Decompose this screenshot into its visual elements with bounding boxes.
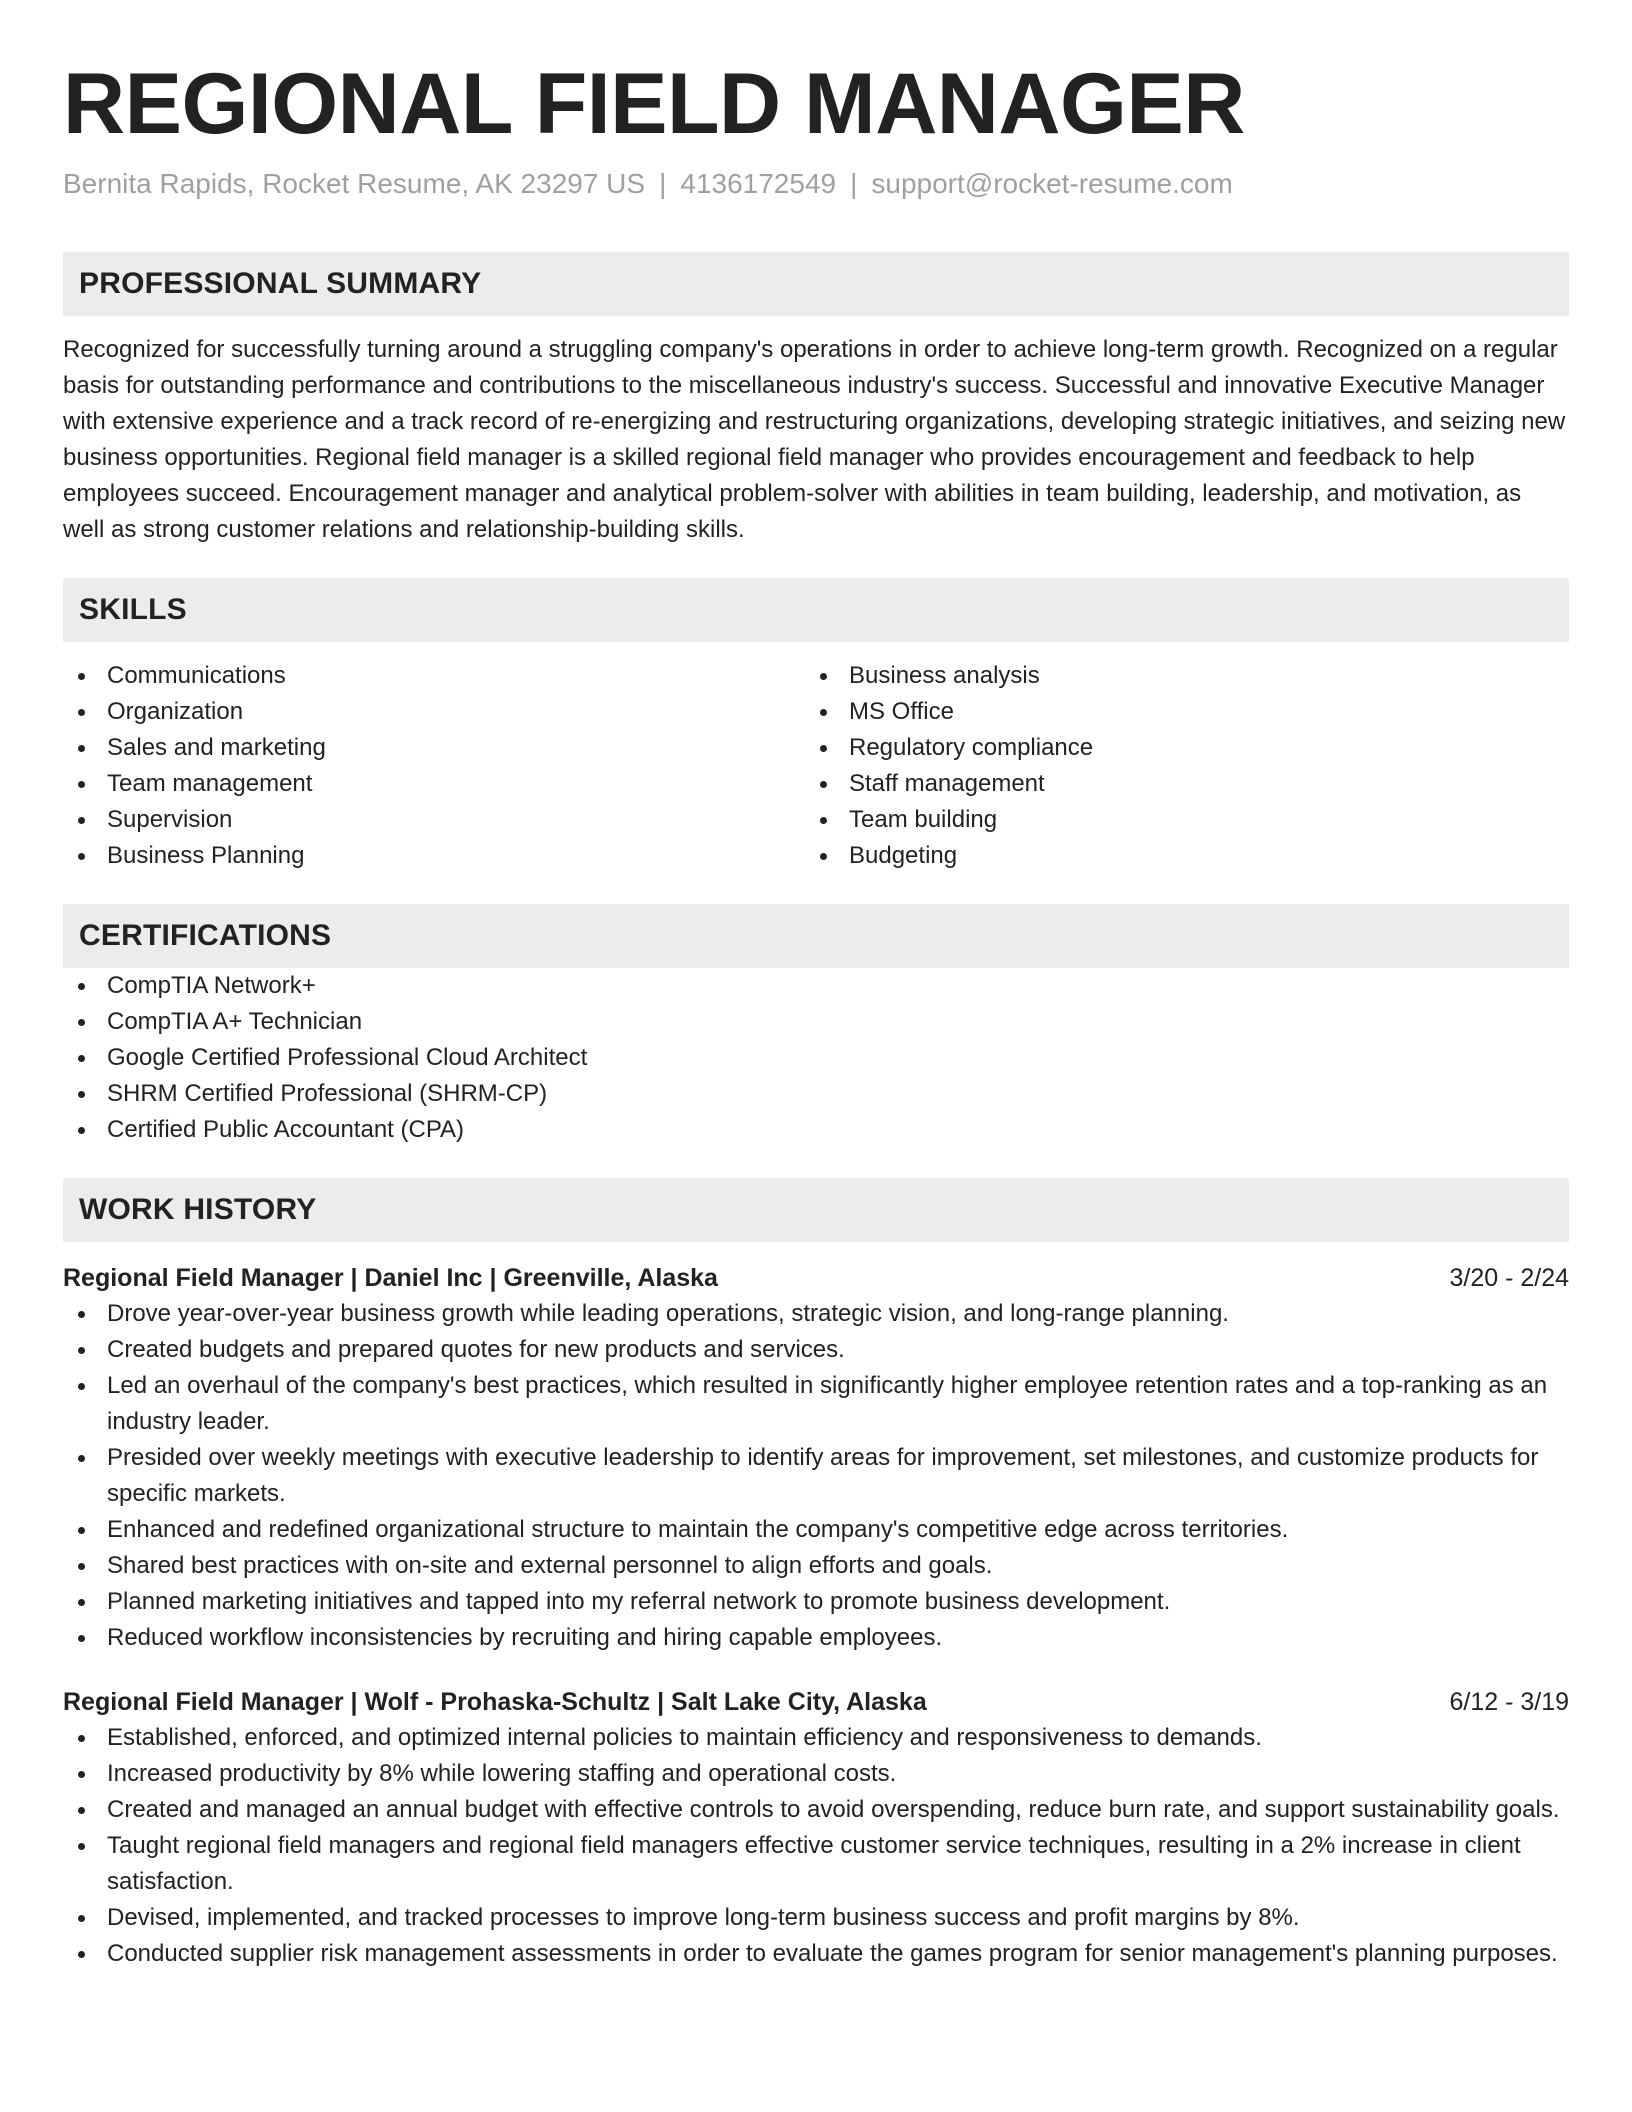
job-bullet: Conducted supplier risk management assessments in order to evaluate the games program for senior management's planning purposes. [63, 1936, 1569, 1972]
job-dates: 6/12 - 3/19 [1449, 1688, 1569, 1716]
skill-item: Organization [63, 694, 805, 730]
certifications-list [63, 968, 1569, 1148]
job-bullet: Reduced workflow inconsistencies by recruiting and hiring capable employees. [63, 1620, 1569, 1656]
contact-address: Bernita Rapids, Rocket Resume, AK 23297 US [63, 168, 646, 199]
certification-item: CompTIA A+ Technician [63, 1004, 1569, 1040]
job-bullet: Created and managed an annual budget with effective controls to avoid overspending, reduce burn rate, and support sustainability goals. [63, 1792, 1569, 1828]
skill-item: Supervision [63, 802, 805, 838]
job-bullet: Shared best practices with on-site and external personnel to align efforts and goals. [63, 1548, 1569, 1584]
certification-item: Google Certified Professional Cloud Architect [63, 1040, 1569, 1076]
job-dates: 3/20 - 2/24 [1449, 1264, 1569, 1292]
job-bullet: Created budgets and prepared quotes for new products and services. [63, 1332, 1569, 1368]
job-bullets [63, 1296, 1569, 1656]
contact-separator: | [850, 168, 858, 199]
contact-line [63, 166, 1569, 202]
skill-item: Staff management [805, 766, 1547, 802]
skills-grid [63, 658, 1569, 874]
job-title: Regional Field Manager | Daniel Inc | Greenville, Alaska [63, 1264, 718, 1292]
skill-item: Team building [805, 802, 1547, 838]
skill-item: Regulatory compliance [805, 730, 1547, 766]
skill-item: Business Planning [63, 838, 805, 874]
skill-item: Team management [63, 766, 805, 802]
skills-column-left [63, 658, 805, 874]
certification-item: Certified Public Accountant (CPA) [63, 1112, 1569, 1148]
job-bullet: Devised, implemented, and tracked processes to improve long-term business success and profit margins by 8%. [63, 1900, 1569, 1936]
contact-email: support@rocket-resume.com [871, 168, 1233, 199]
job-bullet: Increased productivity by 8% while lowering staffing and operational costs. [63, 1756, 1569, 1792]
job-bullet: Planned marketing initiatives and tapped into my referral network to promote business development. [63, 1584, 1569, 1620]
summary-paragraph: Recognized for successfully turning around a struggling company's operations in order to achieve long-term growth. Recognized on a regular basis for outstanding performance and contributions to the miscellaneous industry's success. Successful and innovative Executive Manager with extensive experience and a track record of re-energizing and restructuring organizations, developing strategic initiatives, and seizing new business opportunities. Regional field manager is a skilled regional field manager who provides encouragement and feedback to help employees succeed. Encouragement manager and analytical problem-solver with abilities in team building, leadership, and motivation, as well as strong customer relations and relationship-building skills. [63, 336, 1566, 543]
skills-column-right [805, 658, 1547, 874]
job-header [63, 1684, 1569, 1720]
section-heading-work-history: WORK HISTORY [63, 1178, 1569, 1242]
skill-item: Budgeting [805, 838, 1547, 874]
contact-separator: | [659, 168, 667, 199]
contact-phone: 4136172549 [680, 168, 837, 199]
job-entry [63, 1684, 1569, 1972]
certification-item: CompTIA Network+ [63, 968, 1569, 1004]
job-title: Regional Field Manager | Wolf - Prohaska-Schultz | Salt Lake City, Alaska [63, 1688, 927, 1716]
job-bullet: Enhanced and redefined organizational structure to maintain the company's competitive edge across territories. [63, 1512, 1569, 1548]
job-bullet: Led an overhaul of the company's best practices, which resulted in significantly higher employee retention rates and a top-ranking as an industry leader. [63, 1368, 1569, 1440]
section-heading-skills: SKILLS [63, 578, 1569, 642]
job-header [63, 1260, 1569, 1296]
job-entry [63, 1260, 1569, 1656]
certification-item: SHRM Certified Professional (SHRM-CP) [63, 1076, 1569, 1112]
section-heading-summary: PROFESSIONAL SUMMARY [63, 252, 1569, 316]
job-bullet: Drove year-over-year business growth while leading operations, strategic vision, and long-range planning. [63, 1296, 1569, 1332]
skill-item: Communications [63, 658, 805, 694]
job-bullet: Presided over weekly meetings with executive leadership to identify areas for improvement, set milestones, and customize products for specific markets. [63, 1440, 1569, 1512]
section-heading-certifications: CERTIFICATIONS [63, 904, 1569, 968]
job-bullets [63, 1720, 1569, 1972]
skill-item: Business analysis [805, 658, 1547, 694]
resume-title: REGIONAL FIELD MANAGER [63, 56, 1245, 152]
skill-item: MS Office [805, 694, 1547, 730]
job-bullet: Established, enforced, and optimized internal policies to maintain efficiency and responsiveness to demands. [63, 1720, 1569, 1756]
skill-item: Sales and marketing [63, 730, 805, 766]
job-bullet: Taught regional field managers and regional field managers effective customer service techniques, resulting in a 2% increase in client satisfaction. [63, 1828, 1569, 1900]
